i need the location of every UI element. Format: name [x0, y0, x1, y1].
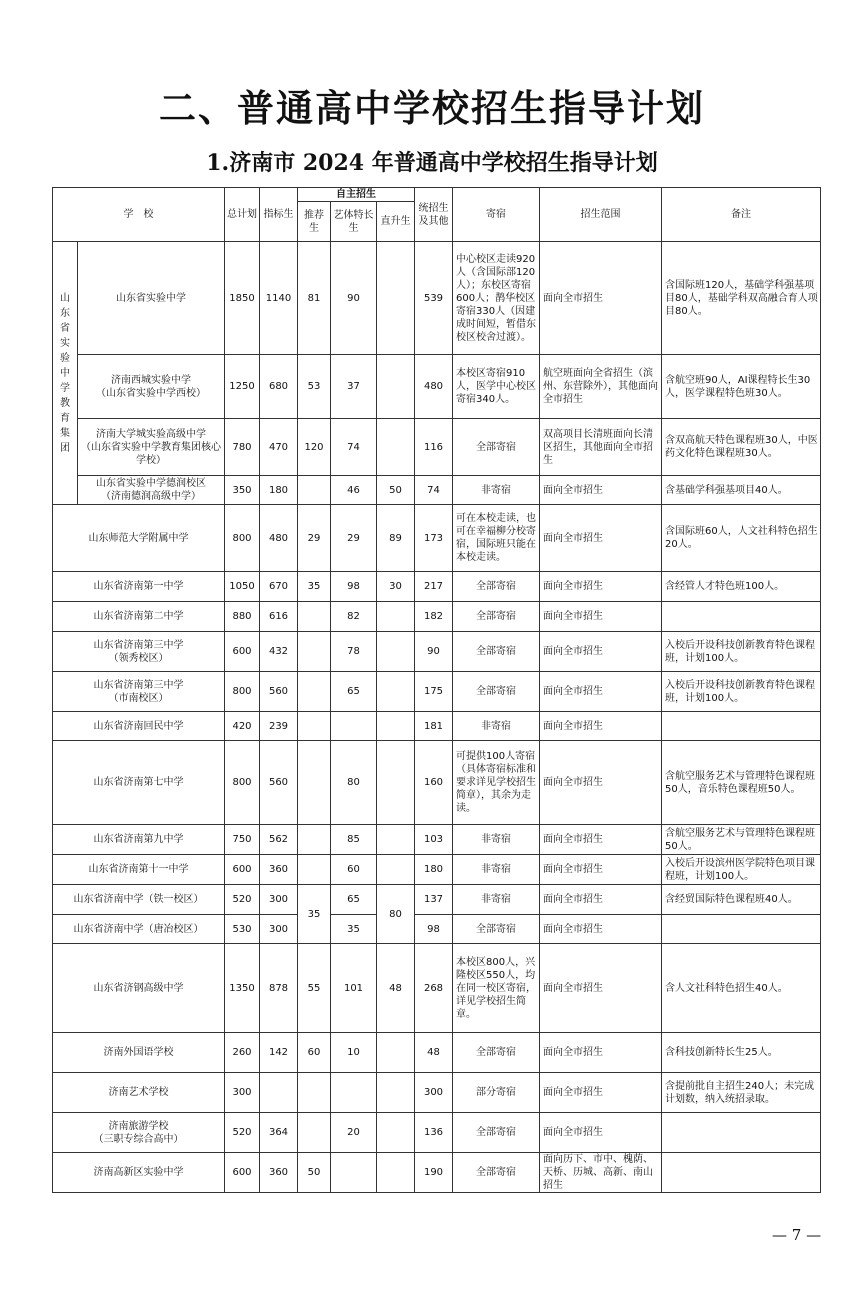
cell-art-sport: 74: [331, 419, 377, 476]
cell-recommend: 35: [298, 885, 331, 944]
cell-unified: 103: [415, 825, 453, 855]
table-row: [53, 572, 821, 602]
cell-quota: 470: [260, 419, 298, 476]
cell-direct: 50: [377, 476, 415, 505]
cell-note: 含科技创新特长生25人。: [662, 1033, 821, 1073]
cell-unified: 539: [415, 242, 453, 355]
cell-school: 济南高新区实验中学: [53, 1153, 225, 1193]
cell-direct: 30: [377, 572, 415, 602]
cell-scope: 面向全市招生: [540, 1033, 662, 1073]
cell-school: 山东省济南第九中学: [53, 825, 225, 855]
cell-total: 800: [225, 741, 260, 825]
cell-scope: 面向全市招生: [540, 825, 662, 855]
header-unified: 统招生及其他: [415, 188, 453, 242]
cell-recommend: 29: [298, 505, 331, 572]
cell-art-sport: 85: [331, 825, 377, 855]
cell-total: 600: [225, 1153, 260, 1193]
cell-art-sport: 78: [331, 632, 377, 672]
cell-unified: 90: [415, 632, 453, 672]
cell-boarding: 中心校区走读920人（含国际部120人）；东校区寄宿600人；鹊华校区寄宿330人（因建成时间短，暂借东校区校舍过渡）。: [453, 242, 540, 355]
cell-boarding: 本校区寄宿910人，医学中心校区寄宿340人。: [453, 355, 540, 419]
cell-art-sport: 60: [331, 855, 377, 885]
cell-quota: [260, 1073, 298, 1113]
cell-art-sport: [331, 1153, 377, 1193]
cell-school: 山东省济南第七中学: [53, 741, 225, 825]
page-title: 二、普通高中学校招生指导计划: [159, 86, 705, 130]
cell-recommend: 35: [298, 572, 331, 602]
cell-unified: 137: [415, 885, 453, 915]
cell-recommend: 81: [298, 242, 331, 355]
cell-unified: 74: [415, 476, 453, 505]
cell-art-sport: 98: [331, 572, 377, 602]
cell-quota: 360: [260, 855, 298, 885]
cell-art-sport: 20: [331, 1113, 377, 1153]
cell-note: 入校后开设科技创新教育特色课程班，计划100人。: [662, 632, 821, 672]
cell-school: 济南大学城实验高级中学 （山东省实验中学教育集团核心学校）: [78, 419, 225, 476]
header-quota: 指标生: [260, 188, 298, 242]
cell-direct: [377, 825, 415, 855]
cell-school: 济南西城实验中学 （山东省实验中学西校）: [78, 355, 225, 419]
cell-total: 1850: [225, 242, 260, 355]
cell-scope: 面向全市招生: [540, 885, 662, 915]
cell-art-sport: 29: [331, 505, 377, 572]
cell-school: 山东省济南第一中学: [53, 572, 225, 602]
group-label: 山东省实验中学教育集团: [53, 242, 78, 505]
cell-scope: 面向全市招生: [540, 712, 662, 741]
cell-quota: 360: [260, 1153, 298, 1193]
table-row: [53, 855, 821, 885]
cell-boarding: 部分寄宿: [453, 1073, 540, 1113]
cell-direct: 80: [377, 885, 415, 944]
table-row: [53, 476, 821, 505]
cell-total: 1350: [225, 944, 260, 1033]
cell-recommend: 55: [298, 944, 331, 1033]
cell-unified: 182: [415, 602, 453, 632]
cell-total: 600: [225, 855, 260, 885]
table-body: [53, 242, 821, 1193]
cell-total: 750: [225, 825, 260, 855]
cell-direct: [377, 855, 415, 885]
cell-quota: 300: [260, 915, 298, 944]
cell-boarding: 可提供100人寄宿（具体寄宿标准和要求详见学校招生简章），其余为走读。: [453, 741, 540, 825]
cell-note: 含经管人才特色班100人。: [662, 572, 821, 602]
cell-note: 含国际班120人，基础学科强基项目80人，基础学科双高融合育人项目80人。: [662, 242, 821, 355]
cell-total: 520: [225, 885, 260, 915]
cell-quota: 180: [260, 476, 298, 505]
cell-note: [662, 1153, 821, 1193]
cell-recommend: 53: [298, 355, 331, 419]
cell-unified: 190: [415, 1153, 453, 1193]
cell-recommend: [298, 602, 331, 632]
table-subtitle: 1.济南市 2024 年普通高中学校招生指导计划: [206, 150, 658, 176]
cell-direct: [377, 741, 415, 825]
cell-recommend: [298, 1073, 331, 1113]
cell-quota: 616: [260, 602, 298, 632]
cell-unified: 175: [415, 672, 453, 712]
cell-total: 800: [225, 672, 260, 712]
cell-boarding: 非寄宿: [453, 712, 540, 741]
cell-unified: 116: [415, 419, 453, 476]
cell-school: 山东省济南中学（唐冶校区）: [53, 915, 225, 944]
cell-note: 含提前批自主招生240人；未完成计划数，纳入统招录取。: [662, 1073, 821, 1113]
cell-unified: 268: [415, 944, 453, 1033]
cell-direct: [377, 242, 415, 355]
cell-recommend: [298, 855, 331, 885]
cell-recommend: [298, 632, 331, 672]
cell-school: 山东师范大学附属中学: [53, 505, 225, 572]
cell-scope: 双高项目长清班面向长清区招生，其他面向全市招生: [540, 419, 662, 476]
header-self-enrollment: 自主招生: [298, 188, 415, 202]
cell-school: 山东省济南回民中学: [53, 712, 225, 741]
cell-school: 山东省济南第十一中学: [53, 855, 225, 885]
table-row: [53, 712, 821, 741]
cell-recommend: [298, 1113, 331, 1153]
cell-boarding: 全部寄宿: [453, 915, 540, 944]
cell-total: 1250: [225, 355, 260, 419]
cell-boarding: 非寄宿: [453, 476, 540, 505]
cell-school: 山东省济南第三中学 （领秀校区）: [53, 632, 225, 672]
cell-direct: 89: [377, 505, 415, 572]
header-school: 学 校: [53, 188, 225, 242]
cell-recommend: 120: [298, 419, 331, 476]
cell-art-sport: 35: [331, 915, 377, 944]
cell-note: 含人文社科特色招生40人。: [662, 944, 821, 1033]
cell-art-sport: 65: [331, 672, 377, 712]
cell-note: 含基础学科强基项目40人。: [662, 476, 821, 505]
cell-scope: 面向全市招生: [540, 242, 662, 355]
cell-direct: [377, 672, 415, 712]
cell-quota: 670: [260, 572, 298, 602]
cell-recommend: 60: [298, 1033, 331, 1073]
cell-quota: 480: [260, 505, 298, 572]
cell-scope: 面向全市招生: [540, 1113, 662, 1153]
table-row: [53, 825, 821, 855]
cell-quota: 680: [260, 355, 298, 419]
table-row: [53, 915, 821, 944]
cell-scope: 面向全市招生: [540, 1073, 662, 1113]
cell-unified: 180: [415, 855, 453, 885]
cell-school: 济南艺术学校: [53, 1073, 225, 1113]
table-row: [53, 505, 821, 572]
cell-art-sport: [331, 712, 377, 741]
cell-scope: 面向全市招生: [540, 741, 662, 825]
cell-note: 入校后开设科技创新教育特色课程班，计划100人。: [662, 672, 821, 712]
cell-school: 山东省济钢高级中学: [53, 944, 225, 1033]
table-row: [53, 672, 821, 712]
cell-scope: 面向全市招生: [540, 505, 662, 572]
cell-direct: [377, 1113, 415, 1153]
cell-total: 520: [225, 1113, 260, 1153]
cell-art-sport: 65: [331, 885, 377, 915]
cell-total: 880: [225, 602, 260, 632]
header-total: 总计划: [225, 188, 260, 242]
header-scope: 招生范围: [540, 188, 662, 242]
cell-scope: 面向全市招生: [540, 855, 662, 885]
cell-quota: 1140: [260, 242, 298, 355]
cell-note: [662, 712, 821, 741]
table-row: [53, 1033, 821, 1073]
cell-recommend: [298, 712, 331, 741]
cell-recommend: [298, 825, 331, 855]
cell-note: [662, 602, 821, 632]
cell-boarding: 全部寄宿: [453, 572, 540, 602]
cell-recommend: 50: [298, 1153, 331, 1193]
cell-art-sport: 90: [331, 242, 377, 355]
table-row: [53, 632, 821, 672]
cell-art-sport: 80: [331, 741, 377, 825]
cell-total: 600: [225, 632, 260, 672]
cell-direct: [377, 419, 415, 476]
table-row: [53, 242, 821, 355]
cell-scope: 面向全市招生: [540, 476, 662, 505]
cell-total: 260: [225, 1033, 260, 1073]
cell-total: 350: [225, 476, 260, 505]
cell-note: 含航空服务艺术与管理特色课程班50人。: [662, 825, 821, 855]
cell-total: 780: [225, 419, 260, 476]
cell-boarding: 非寄宿: [453, 825, 540, 855]
cell-recommend: [298, 672, 331, 712]
cell-total: 530: [225, 915, 260, 944]
cell-unified: 181: [415, 712, 453, 741]
cell-note: 含国际班60人，人文社科特色招生20人。: [662, 505, 821, 572]
cell-school: 山东省实验中学德润校区 （济南德润高级中学）: [78, 476, 225, 505]
cell-quota: 560: [260, 741, 298, 825]
cell-note: 入校后开设滨州医学院特色项目课程班，计划100人。: [662, 855, 821, 885]
table-row: [53, 355, 821, 419]
cell-note: 含航空服务艺术与管理特色课程班50人，音乐特色课程班50人。: [662, 741, 821, 825]
cell-boarding: 全部寄宿: [453, 1153, 540, 1193]
cell-scope: 面向全市招生: [540, 632, 662, 672]
table-row: [53, 419, 821, 476]
table-row: [53, 602, 821, 632]
cell-recommend: [298, 741, 331, 825]
cell-note: 含双高航天特色课程班30人，中医药文化特色课程班30人。: [662, 419, 821, 476]
cell-quota: 364: [260, 1113, 298, 1153]
cell-scope: 面向全市招生: [540, 572, 662, 602]
cell-note: 含经贸国际特色课程班40人。: [662, 885, 821, 915]
cell-school: 山东省实验中学: [78, 242, 225, 355]
cell-note: [662, 915, 821, 944]
table-row: [53, 1153, 821, 1193]
table-row: [53, 1073, 821, 1113]
cell-art-sport: 10: [331, 1033, 377, 1073]
cell-art-sport: [331, 1073, 377, 1113]
cell-quota: 239: [260, 712, 298, 741]
header-art-sport: 艺体特长生: [331, 202, 377, 242]
cell-unified: 48: [415, 1033, 453, 1073]
cell-scope: 面向全市招生: [540, 915, 662, 944]
cell-school: 山东省济南第三中学 （市南校区）: [53, 672, 225, 712]
cell-unified: 173: [415, 505, 453, 572]
cell-note: [662, 1113, 821, 1153]
cell-art-sport: 37: [331, 355, 377, 419]
cell-boarding: 全部寄宿: [453, 672, 540, 712]
cell-scope: 面向历下、市中、槐荫、天桥、历城、高新、南山招生: [540, 1153, 662, 1193]
page-number: — 7 —: [772, 1226, 822, 1244]
header-recommend: 推荐生: [298, 202, 331, 242]
table-row: [53, 1113, 821, 1153]
cell-boarding: 本校区800人，兴隆校区550人，均在同一校区寄宿，详见学校招生简章。: [453, 944, 540, 1033]
cell-direct: [377, 355, 415, 419]
cell-direct: [377, 632, 415, 672]
cell-scope: 航空班面向全省招生（滨州、东营除外），其他面向全市招生: [540, 355, 662, 419]
cell-quota: 560: [260, 672, 298, 712]
table-row: [53, 741, 821, 825]
cell-total: 1050: [225, 572, 260, 602]
header-direct: 直升生: [377, 202, 415, 242]
cell-recommend: [298, 476, 331, 505]
cell-quota: 142: [260, 1033, 298, 1073]
cell-boarding: 全部寄宿: [453, 602, 540, 632]
cell-direct: [377, 1033, 415, 1073]
cell-quota: 878: [260, 944, 298, 1033]
table-row: [53, 944, 821, 1033]
cell-note: 含航空班90人，AI课程特长生30人，医学课程特色班30人。: [662, 355, 821, 419]
cell-quota: 300: [260, 885, 298, 915]
cell-art-sport: 82: [331, 602, 377, 632]
header-note: 备注: [662, 188, 821, 242]
cell-direct: [377, 1153, 415, 1193]
cell-art-sport: 46: [331, 476, 377, 505]
cell-scope: 面向全市招生: [540, 602, 662, 632]
header-boarding: 寄宿: [453, 188, 540, 242]
cell-boarding: 全部寄宿: [453, 1033, 540, 1073]
cell-unified: 300: [415, 1073, 453, 1113]
cell-direct: [377, 1073, 415, 1113]
cell-total: 420: [225, 712, 260, 741]
cell-scope: 面向全市招生: [540, 944, 662, 1033]
cell-school: 济南外国语学校: [53, 1033, 225, 1073]
cell-boarding: 非寄宿: [453, 855, 540, 885]
cell-boarding: 可在本校走读，也可在幸福柳分校寄宿，国际班只能在本校走读。: [453, 505, 540, 572]
cell-school: 山东省济南中学（铁一校区）: [53, 885, 225, 915]
cell-direct: [377, 712, 415, 741]
cell-boarding: 全部寄宿: [453, 419, 540, 476]
cell-unified: 136: [415, 1113, 453, 1153]
cell-direct: 48: [377, 944, 415, 1033]
cell-boarding: 全部寄宿: [453, 1113, 540, 1153]
cell-boarding: 非寄宿: [453, 885, 540, 915]
cell-scope: 面向全市招生: [540, 672, 662, 712]
cell-total: 800: [225, 505, 260, 572]
cell-total: 300: [225, 1073, 260, 1113]
cell-direct: [377, 602, 415, 632]
cell-quota: 432: [260, 632, 298, 672]
cell-unified: 98: [415, 915, 453, 944]
cell-boarding: 全部寄宿: [453, 632, 540, 672]
cell-art-sport: 101: [331, 944, 377, 1033]
cell-unified: 217: [415, 572, 453, 602]
cell-quota: 562: [260, 825, 298, 855]
cell-unified: 160: [415, 741, 453, 825]
cell-school: 济南旅游学校 （三职专综合高中）: [53, 1113, 225, 1153]
table-row: [53, 885, 821, 915]
header-row-1: [53, 188, 821, 202]
enrollment-plan-table: [52, 187, 821, 1193]
cell-school: 山东省济南第二中学: [53, 602, 225, 632]
cell-unified: 480: [415, 355, 453, 419]
